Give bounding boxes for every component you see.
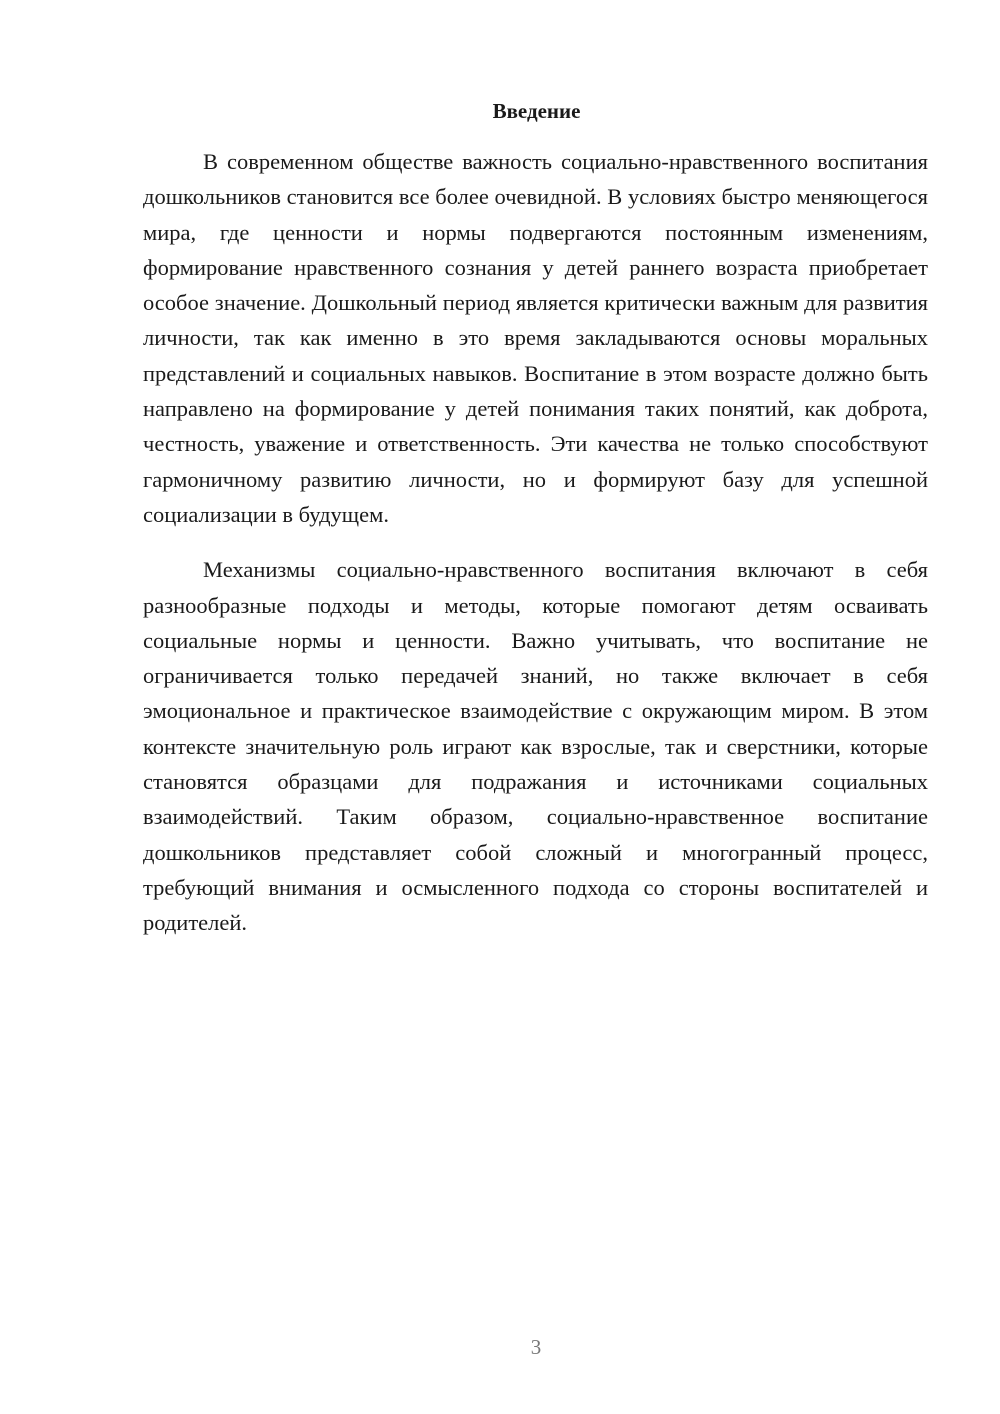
- paragraph-1: В современном обществе важность социально-нравственного воспитания дошкольников становится все более очевидной. В условиях быстро меняющегося мира, где ценности и нормы подвергаются постоянным изменениям, формирование нравственного сознания у детей раннего возраста приобретает особое значение. Дошкольный период является критически важным для развития личности, так как именно в это время закладываются основы моральных представлений и социальных навыков. Воспитание в этом возрасте должно быть направлено на формирование у детей понимания таких понятий, как доброта, честность, уважение и ответственность. Эти качества не только способствуют гармоничному развитию личности, но и формируют базу для успешной социализации в будущем.: [143, 149, 928, 527]
- page-number: 3: [530, 1335, 542, 1359]
- page-content: [143, 96, 928, 941]
- section-heading: Введение: [492, 99, 581, 123]
- paragraph-2: Механизмы социально-нравственного воспитания включают в себя разнообразные подходы и методы, которые помогают детям осваивать социальные нормы и ценности. Важно учитывать, что воспитание не ограничивается только передачей знаний, но также включает в себя эмоциональное и практическое взаимодействие с окружающим миром. В этом контексте значительную роль играют как взрослые, так и сверстники, которые становятся образцами для подражания и источниками социальных взаимодействий. Таким образом, социально-нравственное воспитание дошкольников представляет собой сложный и многогранный процесс, требующий внимания и осмысленного подхода со стороны воспитателей и родителей.: [143, 557, 928, 936]
